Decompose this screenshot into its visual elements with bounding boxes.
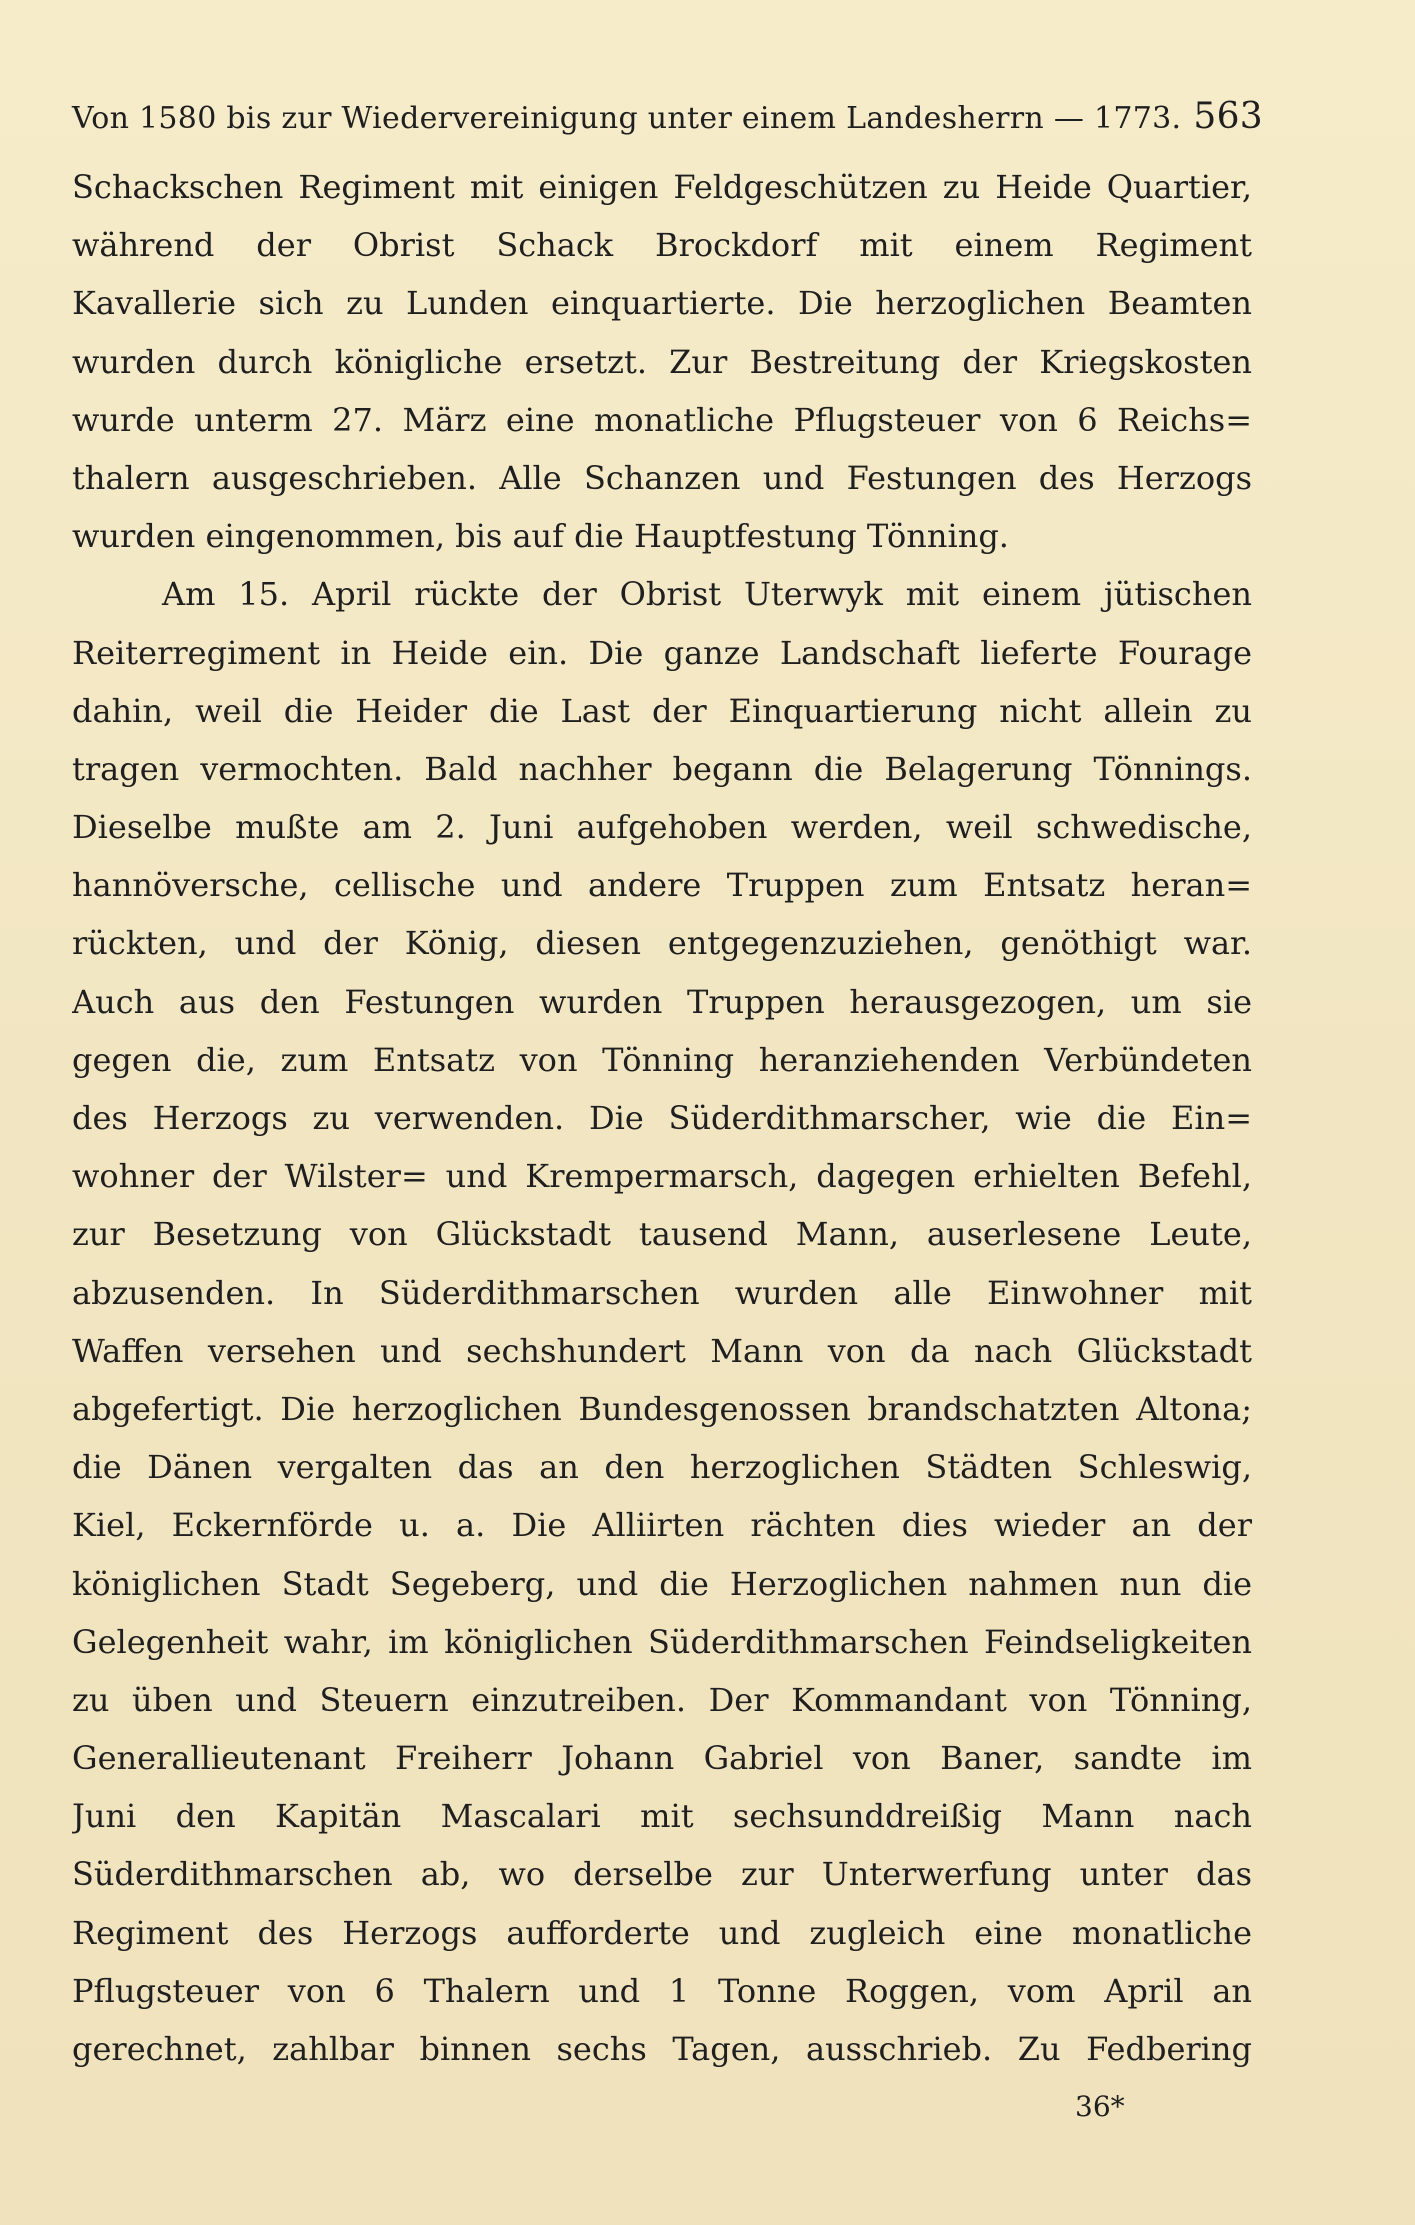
- text-line: wohner der Wilster= und Krempermarsch, dagegen erhielten Befehl,: [72, 1157, 1252, 1196]
- text-line: gerechnet, zahlbar binnen sechs Tagen, ausschrieb. Zu Fedbering: [72, 2030, 1252, 2068]
- text-line: hannöversche, cellische und andere Truppen zum Entsatz heran=: [72, 866, 1252, 905]
- text-line: zu üben und Steuern einzutreiben. Der Kommandant von Tönning,: [72, 1680, 1252, 1719]
- text-line: Schackschen Regiment mit einigen Feldgeschützen zu Heide Quartier,: [72, 168, 1252, 206]
- text-line: Pflugsteuer von 6 Thalern und 1 Tonne Roggen, vom April an: [72, 1971, 1252, 2010]
- running-title: Von 1580 bis zur Wiedervereinigung unter einem Landesherrn — 1773.: [72, 101, 1182, 136]
- text-line: wurden eingenommen, bis auf die Hauptfestung Tönning.: [72, 517, 1009, 556]
- text-line: Regiment des Herzogs aufforderte und zugleich eine monatliche: [72, 1913, 1252, 1952]
- text-line: abgefertigt. Die herzoglichen Bundesgenossen brandschatzten Altona;: [72, 1389, 1252, 1428]
- text-line: Dieselbe mußte am 2. Juni aufgehoben werden, weil schwedische,: [72, 808, 1252, 847]
- text-line: Waffen versehen und sechshundert Mann von da nach Glückstadt: [72, 1331, 1252, 1370]
- text-line: rückten, und der König, diesen entgegenzuziehen, genöthigt war.: [72, 924, 1252, 963]
- body-text: [72, 158, 1252, 2078]
- text-line: tragen vermochten. Bald nachher begann die Belagerung Tönnings.: [72, 749, 1252, 788]
- text-line: des Herzogs zu verwenden. Die Süderdithmarscher, wie die Ein=: [72, 1099, 1252, 1137]
- text-line: die Dänen vergalten das an den herzoglichen Städten Schleswig,: [72, 1448, 1252, 1487]
- text-line: thalern ausgeschrieben. Alle Schanzen und Festungen des Herzogs: [72, 458, 1252, 497]
- text-line: Generallieutenant Freiherr Johann Gabriel von Baner, sandte im: [72, 1739, 1252, 1778]
- text-line: Am 15. April rückte der Obrist Uterwyk mit einem jütischen: [162, 575, 1252, 614]
- text-line: Reiterregiment in Heide ein. Die ganze Landschaft lieferte Fourage: [72, 633, 1252, 672]
- text-line: Gelegenheit wahr, im königlichen Süderdithmarschen Feindseligkeiten: [72, 1622, 1252, 1661]
- printer-signature: 36*: [1075, 2090, 1125, 2123]
- text-line: Süderdithmarschen ab, wo derselbe zur Unterwerfung unter das: [72, 1855, 1252, 1894]
- text-line: wurde unterm 27. März eine monatliche Pflugsteuer von 6 Reichs=: [72, 400, 1252, 439]
- text-line: Kavallerie sich zu Lunden einquartierte. Die herzoglichen Beamten: [72, 284, 1252, 323]
- text-line: Auch aus den Festungen wurden Truppen herausgezogen, um sie: [72, 982, 1252, 1021]
- text-line: königlichen Stadt Segeberg, und die Herzoglichen nahmen nun die: [72, 1564, 1252, 1603]
- page-number: 563: [1193, 96, 1263, 137]
- text-line: wurden durch königliche ersetzt. Zur Bestreitung der Kriegskosten: [72, 342, 1252, 381]
- text-line: Juni den Kapitän Mascalari mit sechsunddreißig Mann nach: [72, 1797, 1252, 1836]
- text-line: abzusenden. In Süderdithmarschen wurden alle Einwohner mit: [72, 1273, 1252, 1312]
- text-line: dahin, weil die Heider die Last der Einquartierung nicht allein zu: [72, 691, 1252, 730]
- running-head: [72, 96, 1263, 146]
- text-line: während der Obrist Schack Brockdorf mit einem Regiment: [72, 226, 1252, 265]
- text-line: Kiel, Eckernförde u. a. Die Alliirten rächten dies wieder an der: [72, 1506, 1252, 1545]
- text-line: zur Besetzung von Glückstadt tausend Mann, auserlesene Leute,: [72, 1215, 1252, 1254]
- text-line: gegen die, zum Entsatz von Tönning heranziehenden Verbündeten: [72, 1040, 1252, 1079]
